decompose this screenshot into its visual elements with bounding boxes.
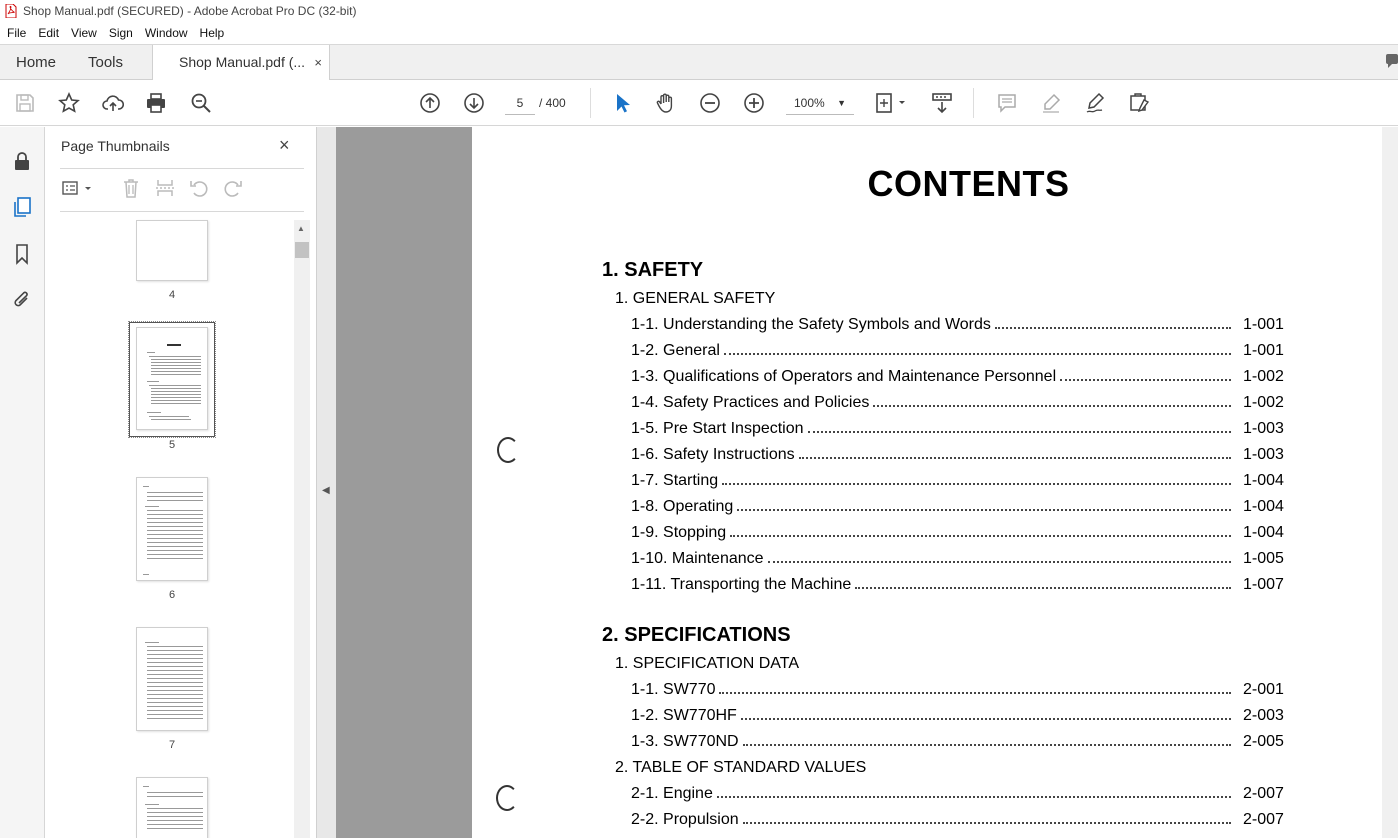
leader-dots [743, 822, 1231, 824]
sign-pen-icon[interactable] [1083, 91, 1107, 115]
thumbnail-options-icon[interactable] [60, 177, 96, 199]
attachments-paperclip-icon[interactable] [10, 288, 34, 312]
highlight-pen-icon[interactable] [1039, 91, 1063, 115]
page-thumbnail[interactable] [136, 477, 208, 581]
toc-entry-label: 1-2. General [631, 342, 720, 359]
toc-entry-page: 1-002 [1243, 368, 1284, 385]
menu-bar [0, 22, 1398, 44]
insert-page-icon[interactable] [154, 177, 176, 199]
select-cursor-icon[interactable] [610, 91, 634, 115]
tab-document-label: Shop Manual.pdf (... [179, 54, 306, 70]
toc-entry-label: 2-2. Propulsion [631, 811, 739, 828]
toc-entry[interactable] [631, 681, 1287, 701]
toc-entry-page: 1-001 [1243, 342, 1284, 359]
next-page-icon[interactable] [462, 91, 486, 115]
toc-entry-label: 2-1. Engine [631, 785, 713, 802]
toc-entry[interactable] [631, 524, 1287, 544]
toc-entry[interactable] [631, 394, 1287, 414]
scrollbar-thumb[interactable] [295, 242, 309, 258]
section-title: 1. SAFETY [602, 259, 704, 281]
window-title: Shop Manual.pdf (SECURED) - Adobe Acrobat Pro DC (32-bit) [23, 4, 357, 18]
leader-dots [1060, 379, 1231, 381]
toc-entry-page: 1-003 [1243, 446, 1284, 463]
document-scrollbar[interactable] [1382, 127, 1398, 838]
leader-dots [719, 692, 1231, 694]
tab-document[interactable] [152, 45, 330, 81]
toolbar-divider [590, 88, 591, 118]
toc-entry[interactable] [631, 811, 1287, 831]
menu-edit[interactable]: Edit [38, 26, 60, 40]
panel-divider [60, 211, 304, 212]
leader-dots [737, 509, 1231, 511]
tab-bar [0, 44, 1398, 80]
tab-home[interactable]: Home [16, 54, 57, 71]
toc-entry-label: 1-1. SW770 [631, 681, 716, 698]
thumbnails-scrollbar[interactable] [294, 220, 310, 838]
page-thumbnails-panel [45, 127, 317, 838]
page-fit-icon[interactable] [875, 91, 909, 115]
hand-tool-icon[interactable] [654, 91, 678, 115]
toc-entry-label: 1-11. Transporting the Machine [631, 576, 852, 593]
toc-entry[interactable] [631, 446, 1287, 466]
toc-entry-label: 1-7. Starting [631, 472, 719, 489]
thumbnail-label: 6 [168, 589, 176, 601]
menu-sign[interactable]: Sign [108, 26, 133, 40]
document-viewer [336, 127, 1398, 838]
bookmark-star-icon[interactable] [57, 91, 81, 115]
menu-file[interactable]: File [7, 26, 27, 40]
leader-dots [855, 587, 1231, 589]
toc-entry[interactable] [631, 498, 1287, 518]
toc-entry-page: 1-004 [1243, 498, 1284, 515]
toc-entry-label: 1-8. Operating [631, 498, 734, 515]
page-thumbnail[interactable] [136, 327, 208, 430]
print-icon[interactable] [144, 91, 168, 115]
scroll-up-icon[interactable]: ▲ [297, 224, 305, 233]
save-icon[interactable] [13, 91, 37, 115]
toc-entry-page: 2-007 [1243, 785, 1284, 802]
comment-help-icon[interactable] [1384, 53, 1398, 69]
page-total: / 400 [539, 96, 566, 110]
page-number-input[interactable]: 5 [505, 91, 535, 115]
pdf-page [472, 127, 1382, 838]
toc-entry-label: 1-1. Understanding the Safety Symbols and Words [631, 316, 991, 333]
toc-entry-label: 1-3. Qualifications of Operators and Maintenance Personnel [631, 368, 1057, 385]
toc-entry-label: 1-10. Maintenance [631, 550, 764, 567]
toc-entry[interactable] [631, 550, 1287, 570]
thumbnail-label: 7 [168, 739, 176, 751]
toc-entry[interactable] [631, 316, 1287, 336]
document-title: CONTENTS [867, 163, 1070, 204]
leader-dots [741, 718, 1231, 720]
menu-window[interactable]: Window [144, 26, 188, 40]
toc-entry-page: 2-003 [1243, 707, 1284, 724]
toc-entry-label: 1-5. Pre Start Inspection [631, 420, 804, 437]
bookmarks-icon[interactable] [10, 242, 34, 266]
close-tab-icon[interactable]: × [314, 55, 322, 70]
rotate-clockwise-icon[interactable] [222, 177, 244, 199]
toc-entry-page: 1-007 [1243, 576, 1284, 593]
toc-entry-label: 1-2. SW770HF [631, 707, 737, 724]
upload-cloud-icon[interactable] [101, 91, 125, 115]
toc-entry-page: 2-007 [1243, 811, 1284, 828]
delete-page-icon[interactable] [120, 177, 142, 199]
toc-entry-page: 1-002 [1243, 394, 1284, 411]
close-panel-icon[interactable]: × [279, 135, 290, 155]
main-toolbar [0, 80, 1398, 126]
thumbnail-label: 4 [168, 289, 176, 301]
toc-entry-page: 1-003 [1243, 420, 1284, 437]
collapse-left-icon: ◀ [322, 485, 330, 496]
chevron-down-icon: ▼ [837, 98, 846, 108]
toc-entry[interactable] [631, 785, 1287, 805]
leader-dots [724, 353, 1231, 355]
toc-entry-page: 1-005 [1243, 550, 1284, 567]
zoom-in-icon[interactable] [742, 91, 766, 115]
zoom-out-icon[interactable] [698, 91, 722, 115]
toc-entry-page: 2-001 [1243, 681, 1284, 698]
toc-entry-label: 1-9. Stopping [631, 524, 727, 541]
zoom-level-value: 100% [794, 96, 825, 110]
lock-icon[interactable] [10, 149, 34, 173]
toc-entry-label: 1-4. Safety Practices and Policies [631, 394, 870, 411]
leader-dots [717, 796, 1231, 798]
toc-entry-page: 1-004 [1243, 472, 1284, 489]
toc-entry-page: 1-004 [1243, 524, 1284, 541]
previous-page-icon[interactable] [418, 91, 442, 115]
subsection-title: 2. TABLE OF STANDARD VALUES [615, 759, 867, 776]
panel-collapse-handle[interactable] [317, 127, 336, 838]
leader-dots [722, 483, 1231, 485]
toc-entry-label: 1-6. Safety Instructions [631, 446, 795, 463]
panel-divider [60, 168, 304, 169]
menu-help[interactable]: Help [199, 26, 225, 40]
toc-entry[interactable] [631, 472, 1287, 492]
section-title: 2. SPECIFICATIONS [602, 624, 791, 646]
comment-icon[interactable] [995, 91, 1019, 115]
toc-entry[interactable] [631, 733, 1287, 753]
find-zoom-icon[interactable] [189, 91, 213, 115]
navigation-rail [0, 127, 45, 838]
title-bar [0, 0, 1398, 22]
tab-tools[interactable]: Tools [88, 54, 124, 71]
leader-dots [873, 405, 1231, 407]
page-thumbnail[interactable] [136, 220, 208, 281]
fill-sign-icon[interactable] [1127, 91, 1151, 115]
page-thumbnails-icon[interactable] [10, 195, 34, 219]
leader-dots [743, 744, 1231, 746]
toc-entry[interactable] [631, 420, 1287, 440]
toc-entry-page: 1-001 [1243, 316, 1284, 333]
page-thumbnail[interactable] [136, 627, 208, 731]
scroll-mode-icon[interactable] [930, 91, 954, 115]
toc-entry[interactable] [631, 368, 1287, 388]
leader-dots [768, 561, 1231, 563]
leader-dots [730, 535, 1231, 537]
punch-hole [497, 437, 519, 463]
menu-view[interactable]: View [71, 26, 97, 40]
rotate-counterclockwise-icon[interactable] [188, 177, 210, 199]
toc-entry[interactable] [631, 576, 1287, 596]
punch-hole [496, 785, 518, 811]
thumbnail-label: 5 [168, 439, 176, 451]
zoom-level-select[interactable] [786, 91, 854, 115]
toc-entry-label: 1-3. SW770ND [631, 733, 739, 750]
toolbar-divider [973, 88, 974, 118]
toc-entry[interactable] [631, 342, 1287, 362]
leader-dots [808, 431, 1231, 433]
toc-entry-page: 2-005 [1243, 733, 1284, 750]
acrobat-icon [5, 4, 17, 18]
toc-entry[interactable] [631, 707, 1287, 727]
page-thumbnail[interactable] [136, 777, 208, 838]
subsection-title: 1. GENERAL SAFETY [615, 290, 776, 307]
panel-title: Page Thumbnails [61, 138, 170, 154]
leader-dots [995, 327, 1231, 329]
leader-dots [799, 457, 1231, 459]
subsection-title: 1. SPECIFICATION DATA [615, 655, 800, 672]
